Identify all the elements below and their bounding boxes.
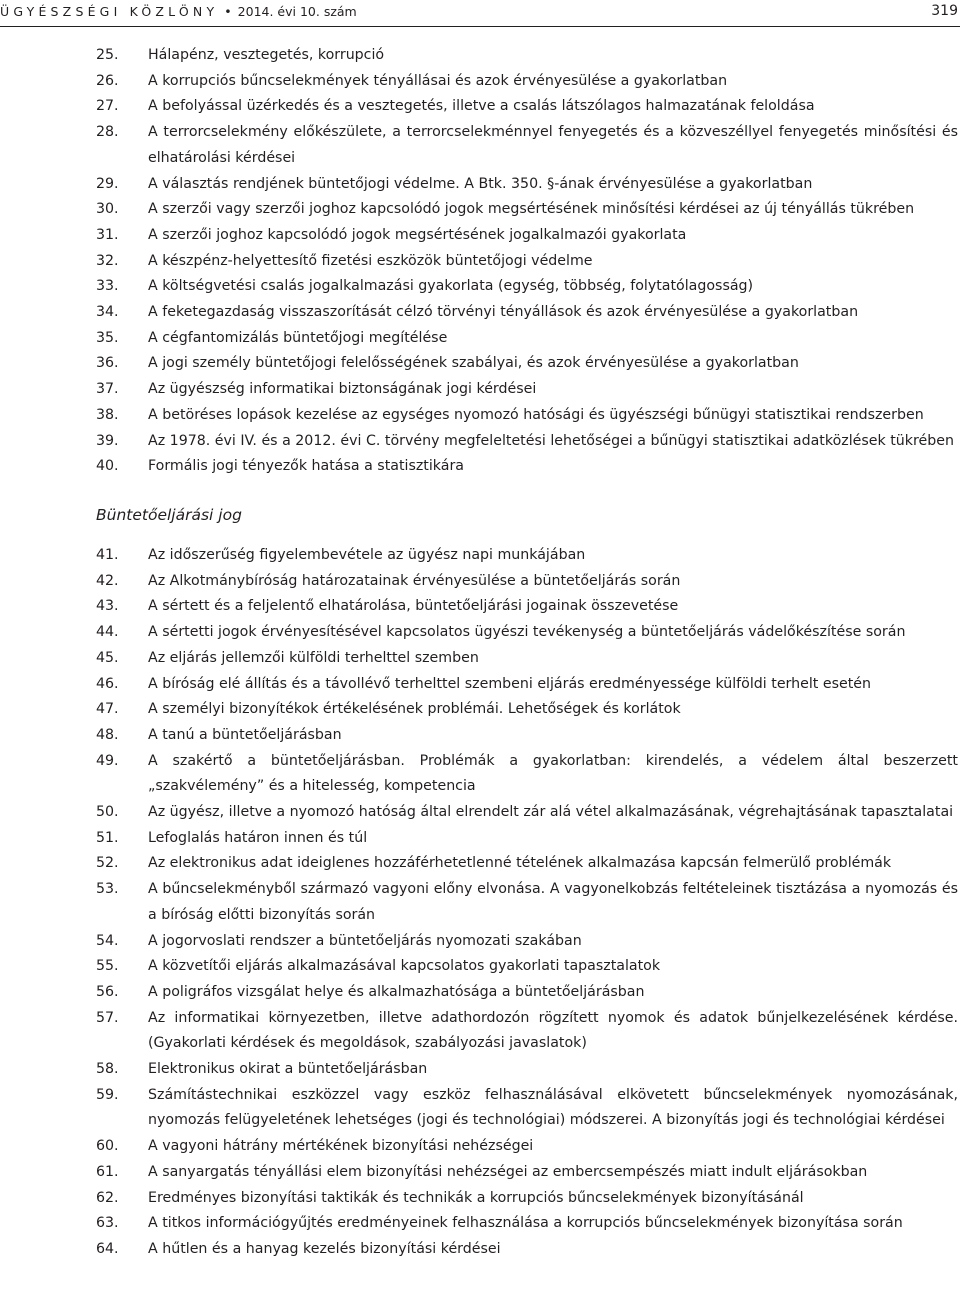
- item-number: 37.: [96, 381, 119, 398]
- item-text: A titkos információgyűjtés eredményeinek felhasználása a korrupciós bűncselekmények bizonyítása során: [148, 1215, 903, 1232]
- item-number: 59.: [96, 1086, 119, 1103]
- item-number: 33.: [96, 278, 119, 295]
- list-item: [96, 1211, 958, 1237]
- item-text: A szerzői vagy szerzői joghoz kapcsolódó jogok megsértésének minősítési kérdései az új tényállás tükrében: [148, 201, 915, 218]
- item-text: A cégfantomizálás büntetőjogi megítélése: [148, 329, 448, 346]
- list-item: [96, 377, 958, 403]
- item-number: 54.: [96, 932, 119, 949]
- list-item: [96, 274, 958, 300]
- list-item: [96, 351, 958, 377]
- item-number: 35.: [96, 329, 119, 346]
- item-number: 39.: [96, 432, 119, 449]
- list-item: [96, 69, 958, 95]
- list-item: [96, 594, 958, 620]
- list-item: [96, 403, 958, 429]
- item-number: 58.: [96, 1061, 119, 1078]
- item-text: Elektronikus okirat a büntetőeljárásban: [148, 1061, 428, 1078]
- topic-list-criminal-law: [96, 43, 958, 480]
- list-item: [96, 249, 958, 275]
- item-text: A bíróság elé állítás és a távollévő terhelttel szembeni eljárás eredményessége külföldi terhelt esetén: [148, 675, 871, 692]
- item-number: 42.: [96, 572, 119, 589]
- list-item: [96, 454, 958, 480]
- item-number: 28.: [96, 124, 119, 141]
- list-item: [96, 120, 958, 171]
- item-text: A jogorvoslati rendszer a büntetőeljárás nyomozati szakában: [148, 932, 582, 949]
- item-text: A közvetítői eljárás alkalmazásával kapcsolatos gyakorlati tapasztalatok: [148, 958, 661, 975]
- item-number: 43.: [96, 598, 119, 615]
- item-number: 61.: [96, 1163, 119, 1180]
- item-text: A bűncselekményből származó vagyoni előny elvonása. A vagyonelkobzás feltételeinek tisztázása a nyomozás és a bíróság előtti bizonyítás során: [148, 881, 958, 923]
- item-text: A feketegazdaság visszaszorítását célzó törvényi tényállások és azok érvényesülése a gyakorlatban: [148, 304, 859, 321]
- running-header: [0, 4, 357, 19]
- item-text: Az ügyészség informatikai biztonságának jogi kérdései: [148, 381, 537, 398]
- item-text: Az eljárás jellemzői külföldi terhelttel szemben: [148, 649, 479, 666]
- item-text: A költségvetési csalás jogalkalmazási gyakorlata (egység, többség, folytatólagosság): [148, 278, 754, 295]
- item-text: A személyi bizonyítékok értékelésének problémái. Lehetőségek és korlátok: [148, 701, 681, 718]
- item-text: Az elektronikus adat ideiglenes hozzáférhetetlenné tételének alkalmazása kapcsán felmerülő problémák: [148, 855, 892, 872]
- list-item: [96, 1006, 958, 1057]
- item-number: 45.: [96, 649, 119, 666]
- list-item: [96, 620, 958, 646]
- item-text: Hálapénz, vesztegetés, korrupció: [148, 47, 385, 63]
- item-number: 34.: [96, 304, 119, 321]
- list-item: [96, 94, 958, 120]
- item-text: A vagyoni hátrány mértékének bizonyítási nehézségei: [148, 1138, 534, 1155]
- list-item: [96, 980, 958, 1006]
- item-text: Az 1978. évi IV. és a 2012. évi C. törvény megfeleltetési lehetőségei a bűnügyi statisztikai adatközlések tükrében: [148, 432, 954, 449]
- list-item: [96, 800, 958, 826]
- item-number: 49.: [96, 752, 119, 769]
- item-text: A terrorcselekmény előkészülete, a terrorcselekménnyel fenyegetés és a közveszéllyel fenyegetés minősítési és elhatárolási kérdései: [148, 124, 958, 166]
- item-text: Az időszerűség figyelembevétele az ügyész napi munkájában: [148, 547, 586, 563]
- item-text: Lefoglalás határon innen és túl: [148, 829, 368, 846]
- item-number: 53.: [96, 881, 119, 898]
- list-item: [96, 723, 958, 749]
- item-text: A sanyargatás tényállási elem bizonyítási nehézségei az embercsempészés miatt indult eljárásokban: [148, 1163, 868, 1180]
- list-item: [96, 1160, 958, 1186]
- list-item: [96, 697, 958, 723]
- list-item: [96, 569, 958, 595]
- item-number: 25.: [96, 47, 119, 63]
- issue-label: 2014. évi 10. szám: [237, 4, 357, 19]
- list-item: [96, 877, 958, 928]
- list-item: [96, 543, 958, 569]
- list-item: [96, 43, 958, 69]
- item-text: Az ügyész, illetve a nyomozó hatóság által elrendelt zár alá vétel alkalmazásának, végrehajtásának tapasztalatai: [148, 804, 954, 821]
- item-text: A választás rendjének büntetőjogi védelme. A Btk. 350. §-ának érvényesülése a gyakorlatban: [148, 175, 813, 192]
- item-number: 40.: [96, 458, 119, 475]
- list-item: [96, 672, 958, 698]
- list-item: [96, 223, 958, 249]
- list-item: [96, 826, 958, 852]
- section-heading: Büntetőeljárási jog: [96, 506, 242, 524]
- item-number: 51.: [96, 829, 119, 846]
- list-item: [96, 646, 958, 672]
- list-item: [96, 197, 958, 223]
- item-text: Számítástechnikai eszközzel vagy eszköz felhasználásával elkövetett bűncselekmények nyomozásának, nyomozás felügyeletének lehetséges (jogi és technológiai) módszerei. A bizonyítás jogi és technológiai kérdései: [148, 1086, 958, 1129]
- item-number: 32.: [96, 252, 119, 269]
- list-item: [96, 954, 958, 980]
- list-item: [96, 1083, 958, 1134]
- page-header: [0, 2, 960, 27]
- item-text: A tanú a büntetőeljárásban: [148, 726, 342, 743]
- item-text: A sértett és a feljelentő elhatárolása, büntetőeljárási jogainak összevetése: [148, 598, 679, 615]
- list-item: [96, 1057, 958, 1083]
- item-number: 30.: [96, 201, 119, 218]
- item-text: Formális jogi tényezők hatása a statisztikára: [148, 458, 464, 475]
- item-number: 57.: [96, 1009, 119, 1026]
- item-number: 56.: [96, 983, 119, 1000]
- item-number: 50.: [96, 804, 119, 821]
- list-item: [96, 749, 958, 800]
- item-text: A szerzői joghoz kapcsolódó jogok megsértésének jogalkalmazói gyakorlata: [148, 226, 687, 243]
- item-number: 48.: [96, 726, 119, 743]
- list-item: [96, 1134, 958, 1160]
- page-number: 319: [931, 3, 958, 19]
- item-number: 38.: [96, 406, 119, 423]
- item-text: A poligráfos vizsgálat helye és alkalmazhatósága a büntetőeljárásban: [148, 983, 645, 1000]
- item-number: 55.: [96, 958, 119, 975]
- item-number: 63.: [96, 1215, 119, 1232]
- item-number: 60.: [96, 1138, 119, 1155]
- item-text: A betöréses lopások kezelése az egységes nyomozó hatósági és ügyészségi bűnügyi statisztikai rendszerben: [148, 406, 924, 423]
- item-number: 41.: [96, 547, 119, 563]
- item-number: 62.: [96, 1189, 119, 1206]
- list-item: [96, 172, 958, 198]
- item-number: 46.: [96, 675, 119, 692]
- item-number: 47.: [96, 701, 119, 718]
- item-text: Az informatikai környezetben, illetve adathordozón rögzített nyomok és adatok bűnjelkezelésének kérdése. (Gyakorlati kérdések és megoldások, szabályozási javaslatok): [148, 1009, 958, 1052]
- item-text: A korrupciós bűncselekmények tényállásai és azok érvényesülése a gyakorlatban: [148, 72, 728, 89]
- item-text: A szakértő a büntetőeljárásban. Problémák a gyakorlatban: kirendelés, a védelem által beszerzett „szakvélemény” és a hitelesség, kompetencia: [148, 752, 958, 795]
- item-number: 31.: [96, 226, 119, 243]
- item-number: 64.: [96, 1240, 119, 1257]
- list-item: [96, 1186, 958, 1212]
- item-text: A befolyással üzérkedés és a vesztegetés, illetve a csalás látszólagos halmazatának feloldása: [148, 98, 815, 115]
- header-separator: •: [224, 4, 232, 19]
- item-number: 27.: [96, 98, 119, 115]
- item-text: A készpénz-helyettesítő fizetési eszközök büntetőjogi védelme: [148, 252, 593, 269]
- item-number: 29.: [96, 175, 119, 192]
- item-text: A sértetti jogok érvényesítésével kapcsolatos ügyészi tevékenység a büntetőeljárás vádelőkészítése során: [148, 624, 906, 641]
- list-item: [96, 300, 958, 326]
- item-text: A jogi személy büntetőjogi felelősségének szabályai, és azok érvényesülése a gyakorlatban: [148, 355, 799, 372]
- topic-list-criminal-procedure: [96, 543, 958, 1263]
- item-text: Az Alkotmánybíróság határozatainak érvényesülése a büntetőeljárás során: [148, 572, 681, 589]
- item-number: 26.: [96, 72, 119, 89]
- list-item: [96, 929, 958, 955]
- item-number: 36.: [96, 355, 119, 372]
- item-text: A hűtlen és a hanyag kezelés bizonyítási kérdései: [148, 1240, 501, 1257]
- item-number: 52.: [96, 855, 119, 872]
- journal-title: ÜGYÉSZSÉGI KÖZLÖNY: [0, 4, 219, 19]
- list-item: [96, 326, 958, 352]
- list-item: [96, 1237, 958, 1263]
- item-text: Eredményes bizonyítási taktikák és technikák a korrupciós bűncselekmények bizonyításánál: [148, 1189, 804, 1206]
- item-number: 44.: [96, 624, 119, 641]
- list-item: [96, 851, 958, 877]
- list-item: [96, 429, 958, 455]
